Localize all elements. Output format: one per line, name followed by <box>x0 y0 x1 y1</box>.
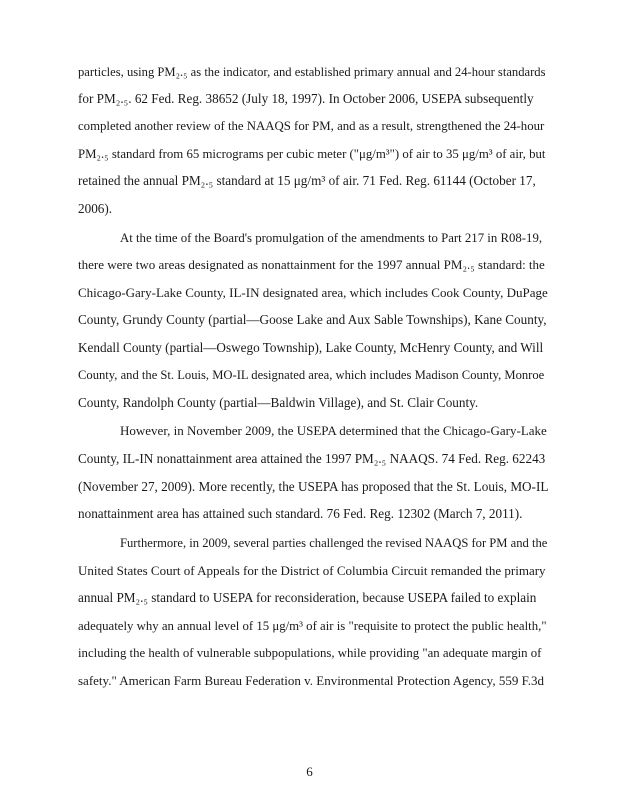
text-line: PM₂.₅ standard from 65 micrograms per cubic meter ("μg/m³") of air to 35 μg/m³ of air, but <box>78 147 546 161</box>
text-line: Kendall County (partial—Oswego Township), Lake County, McHenry County, and Will <box>78 340 544 355</box>
text-line: County, and the St. Louis, MO-IL designated area, which includes Madison County, Monroe <box>78 368 545 382</box>
text-line: retained the annual PM₂.₅ standard at 15 μg/m³ of air. 71 Fed. Reg. 61144 (October 17, <box>78 173 536 188</box>
text-line: Chicago-Gary-Lake County, IL-IN designated area, which includes Cook County, DuPage <box>78 285 548 300</box>
text-line: County, IL-IN nonattainment area attained the 1997 PM₂.₅ NAAQS. 74 Fed. Reg. 62243 <box>78 451 546 466</box>
page-number: 6 <box>306 764 313 779</box>
text-line: for PM₂.₅. 62 Fed. Reg. 38652 (July 18, 1997). In October 2006, USEPA subsequently <box>78 91 534 106</box>
text-line: completed another review of the NAAQS for PM, and as a result, strengthened the 24-hour <box>78 119 545 133</box>
text-line: safety." American Farm Bureau Federation v. Environmental Protection Agency, 559 F.3d <box>78 673 545 688</box>
text-line: (November 27, 2009). More recently, the USEPA has proposed that the St. Louis, MO-IL <box>78 479 549 494</box>
text-line: County, Grundy County (partial—Goose Lake and Aux Sable Townships), Kane County, <box>78 312 547 327</box>
text-line: particles, using PM₂.₅ as the indicator, and established primary annual and 24-hour standards <box>78 65 546 79</box>
text-line: United States Court of Appeals for the District of Columbia Circuit remanded the primary <box>78 563 546 578</box>
text-line: However, in November 2009, the USEPA determined that the Chicago-Gary-Lake <box>120 423 547 438</box>
text-line: adequately why an annual level of 15 μg/m³ of air is "requisite to protect the public health," <box>78 619 547 633</box>
text-line: including the health of vulnerable subpopulations, while providing "an adequate margin of <box>78 646 542 660</box>
text-line: At the time of the Board's promulgation of the amendments to Part 217 in R08-19, <box>120 231 543 245</box>
text-line: Furthermore, in 2009, several parties challenged the revised NAAQS for PM and the <box>120 536 548 550</box>
text-line: nonattainment area has attained such standard. 76 Fed. Reg. 12302 (March 7, 2011). <box>78 506 523 521</box>
text-line: County, Randolph County (partial—Baldwin Village), and St. Clair County. <box>78 395 479 410</box>
text-line: annual PM₂.₅ standard to USEPA for reconsideration, because USEPA failed to explain <box>78 590 537 605</box>
text-line: 2006). <box>78 201 113 216</box>
text-line: there were two areas designated as nonattainment for the 1997 annual PM₂.₅ standard: the <box>78 257 545 272</box>
